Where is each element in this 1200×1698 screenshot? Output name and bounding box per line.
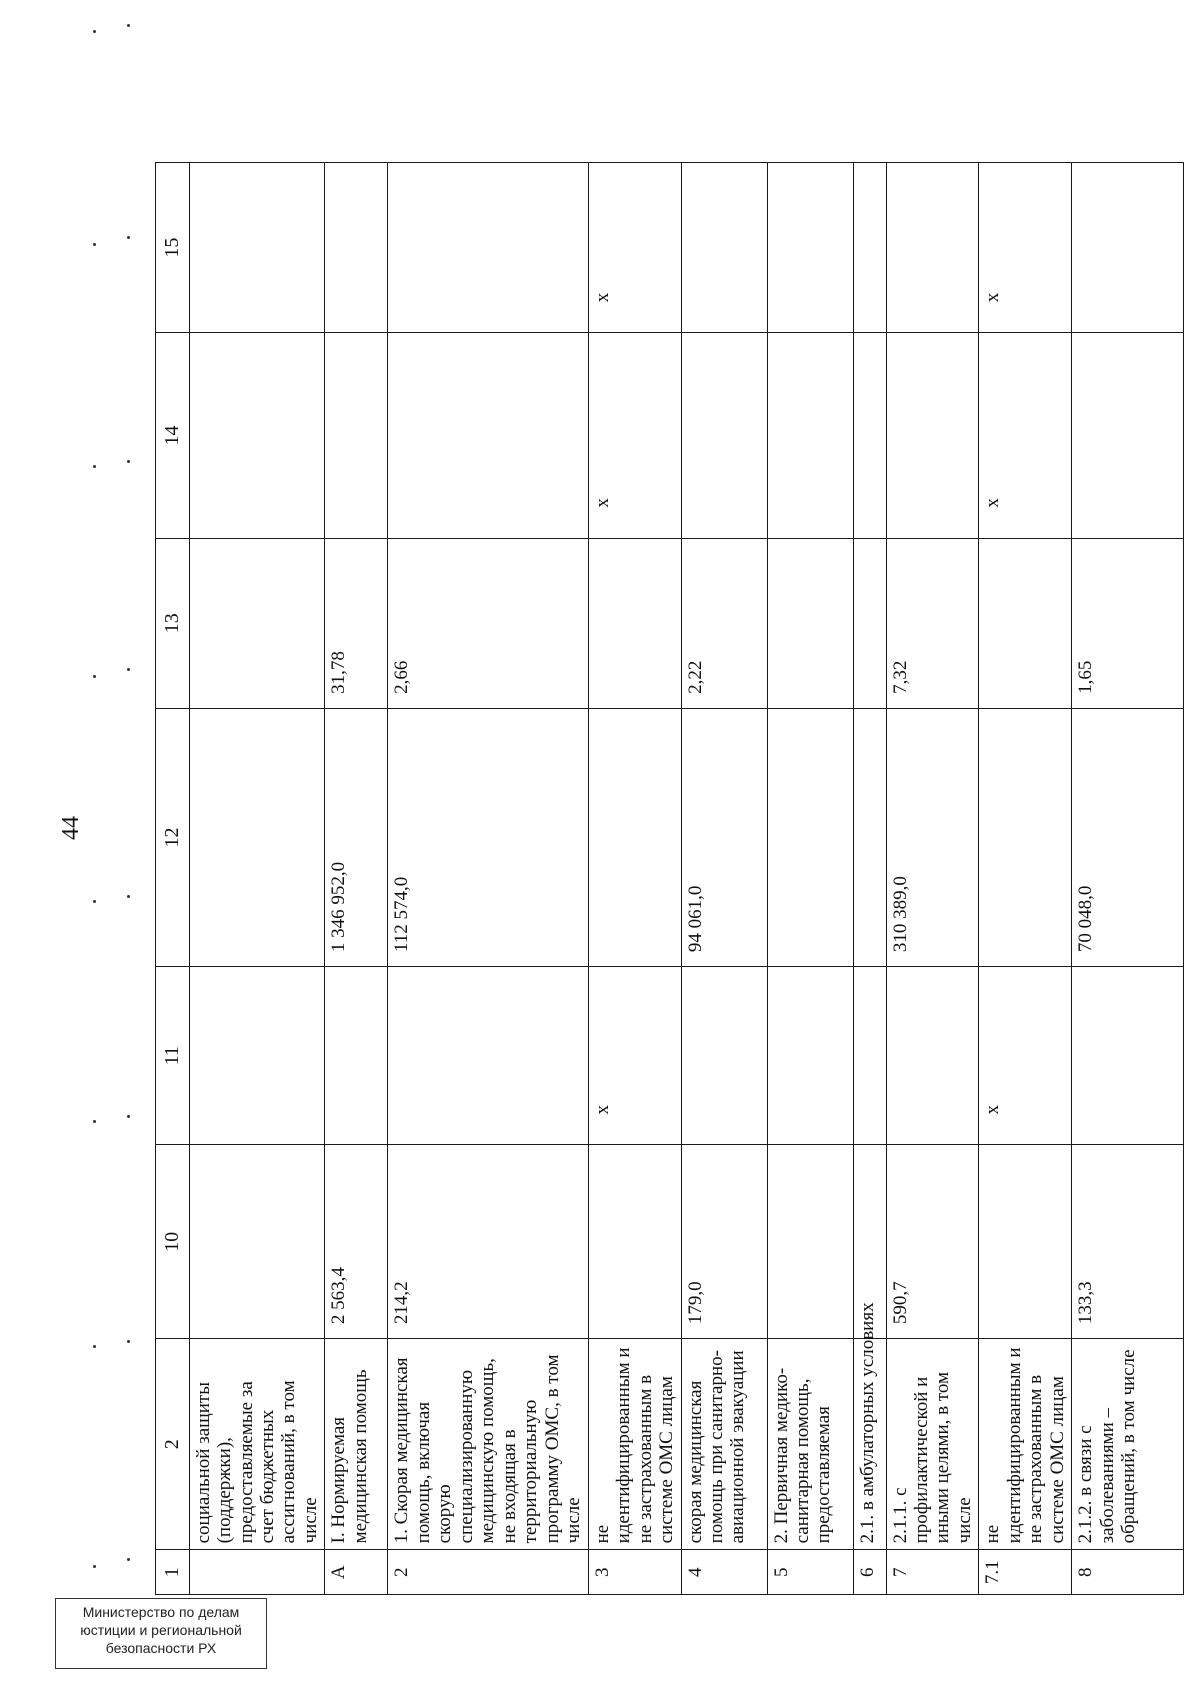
- row-number-cell: 5: [767, 1550, 853, 1595]
- value-cell: [853, 333, 886, 538]
- value-cell: [853, 163, 886, 333]
- value-cell: [325, 333, 388, 538]
- table-row: [767, 163, 853, 1595]
- value-cell: х: [588, 967, 681, 1145]
- value-cell: 179,0: [681, 1145, 767, 1339]
- data-table-wrapper: [155, 162, 1140, 1595]
- page-number: 44: [58, 816, 84, 840]
- row-number-cell: 7.1: [979, 1550, 1072, 1595]
- value-cell: [681, 333, 767, 538]
- value-cell: х: [979, 163, 1072, 333]
- row-number-cell: [189, 1550, 325, 1595]
- header-col-12: 12: [156, 708, 190, 966]
- value-cell: х: [588, 163, 681, 333]
- header-col-15: 15: [156, 163, 190, 333]
- row-label-cell: 2.1.2. в связи с заболеваниями – обращений, в том числе: [1072, 1339, 1184, 1550]
- value-cell: [189, 333, 325, 538]
- stamp-line: Министерство по делам: [82, 1604, 240, 1620]
- stamp-line: безопасности РХ: [105, 1640, 217, 1657]
- table-row: [325, 163, 388, 1595]
- value-cell: [979, 708, 1072, 966]
- value-cell: 70 048,0: [1072, 708, 1184, 966]
- row-number-cell: 2: [388, 1550, 588, 1595]
- value-cell: [388, 967, 588, 1145]
- value-cell: [767, 967, 853, 1145]
- value-cell: [886, 163, 979, 333]
- value-cell: [767, 708, 853, 966]
- table-row: [853, 163, 886, 1595]
- value-cell: 2,22: [681, 538, 767, 708]
- value-cell: [979, 1145, 1072, 1339]
- header-row: [156, 163, 190, 1595]
- value-cell: [588, 1145, 681, 1339]
- row-label-cell: 1. Скорая медицинская помощь, включая скорую специализированную медицинскую помощь, не входящая в территориальную программу ОМС, в том числе: [388, 1339, 588, 1550]
- header-col-1: 1: [156, 1550, 190, 1595]
- value-cell: [588, 708, 681, 966]
- row-label-cell: I. Нормируемая медицинская помощь: [325, 1339, 388, 1550]
- value-cell: [1072, 967, 1184, 1145]
- header-col-2: 2: [156, 1339, 190, 1550]
- value-cell: 112 574,0: [388, 708, 588, 966]
- table-row: [681, 163, 767, 1595]
- value-cell: 590,7: [886, 1145, 979, 1339]
- value-cell: [325, 967, 388, 1145]
- value-cell: [767, 1145, 853, 1339]
- value-cell: [767, 333, 853, 538]
- value-cell: [979, 538, 1072, 708]
- value-cell: [388, 163, 588, 333]
- value-cell: 310 389,0: [886, 708, 979, 966]
- row-number-cell: 8: [1072, 1550, 1184, 1595]
- value-cell: х: [979, 333, 1072, 538]
- data-table: [155, 162, 1184, 1595]
- table-row: [886, 163, 979, 1595]
- value-cell: [886, 967, 979, 1145]
- table-row: [979, 163, 1072, 1595]
- row-number-cell: 3: [588, 1550, 681, 1595]
- ministry-stamp: [55, 1598, 267, 1669]
- value-cell: 2 563,4: [325, 1145, 388, 1339]
- value-cell: 94 061,0: [681, 708, 767, 966]
- value-cell: 2,66: [388, 538, 588, 708]
- row-number-cell: 6: [853, 1550, 886, 1595]
- row-number-cell: А: [325, 1550, 388, 1595]
- value-cell: [767, 538, 853, 708]
- value-cell: [189, 538, 325, 708]
- table-row: [588, 163, 681, 1595]
- table-row: [388, 163, 588, 1595]
- value-cell: [1072, 163, 1184, 333]
- value-cell: [325, 163, 388, 333]
- value-cell: [189, 967, 325, 1145]
- table-row: [189, 163, 325, 1595]
- row-number-cell: 7: [886, 1550, 979, 1595]
- stamp-line: юстиции и региональной: [80, 1622, 242, 1639]
- header-col-14: 14: [156, 333, 190, 538]
- value-cell: 1 346 952,0: [325, 708, 388, 966]
- value-cell: х: [588, 333, 681, 538]
- value-cell: [1072, 333, 1184, 538]
- value-cell: [853, 538, 886, 708]
- value-cell: [681, 163, 767, 333]
- table-row: [1072, 163, 1184, 1595]
- value-cell: [189, 1145, 325, 1339]
- header-col-11: 11: [156, 967, 190, 1145]
- value-cell: 31,78: [325, 538, 388, 708]
- row-label-cell: 2. Первичная медико-санитарная помощь, предоставляемая: [767, 1339, 853, 1550]
- row-number-cell: 4: [681, 1550, 767, 1595]
- value-cell: 214,2: [388, 1145, 588, 1339]
- row-label-cell: 2.1. в амбулаторных условиях: [853, 1339, 886, 1550]
- header-col-10: 10: [156, 1145, 190, 1339]
- row-label-cell: 2.1.1. с профилактической и иными целями, в том числе: [886, 1339, 979, 1550]
- value-cell: х: [979, 967, 1072, 1145]
- value-cell: [388, 333, 588, 538]
- value-cell: [588, 538, 681, 708]
- value-cell: [767, 163, 853, 333]
- value-cell: [189, 163, 325, 333]
- value-cell: 1,65: [1072, 538, 1184, 708]
- value-cell: 133,3: [1072, 1145, 1184, 1339]
- row-label-cell: социальной защиты (поддержки), предоставляемые за счет бюджетных ассигнований, в том числе: [189, 1339, 325, 1550]
- value-cell: [189, 708, 325, 966]
- value-cell: [681, 967, 767, 1145]
- row-label-cell: скорая медицинская помощь при санитарно-авиационной эвакуации: [681, 1339, 767, 1550]
- value-cell: [853, 967, 886, 1145]
- value-cell: [886, 333, 979, 538]
- row-label-cell: не идентифицированным и не застрахованным в системе ОМС лицам: [588, 1339, 681, 1550]
- value-cell: [853, 708, 886, 966]
- header-col-13: 13: [156, 538, 190, 708]
- row-label-cell: не идентифицированным и не застрахованным в системе ОМС лицам: [979, 1339, 1072, 1550]
- value-cell: 7,32: [886, 538, 979, 708]
